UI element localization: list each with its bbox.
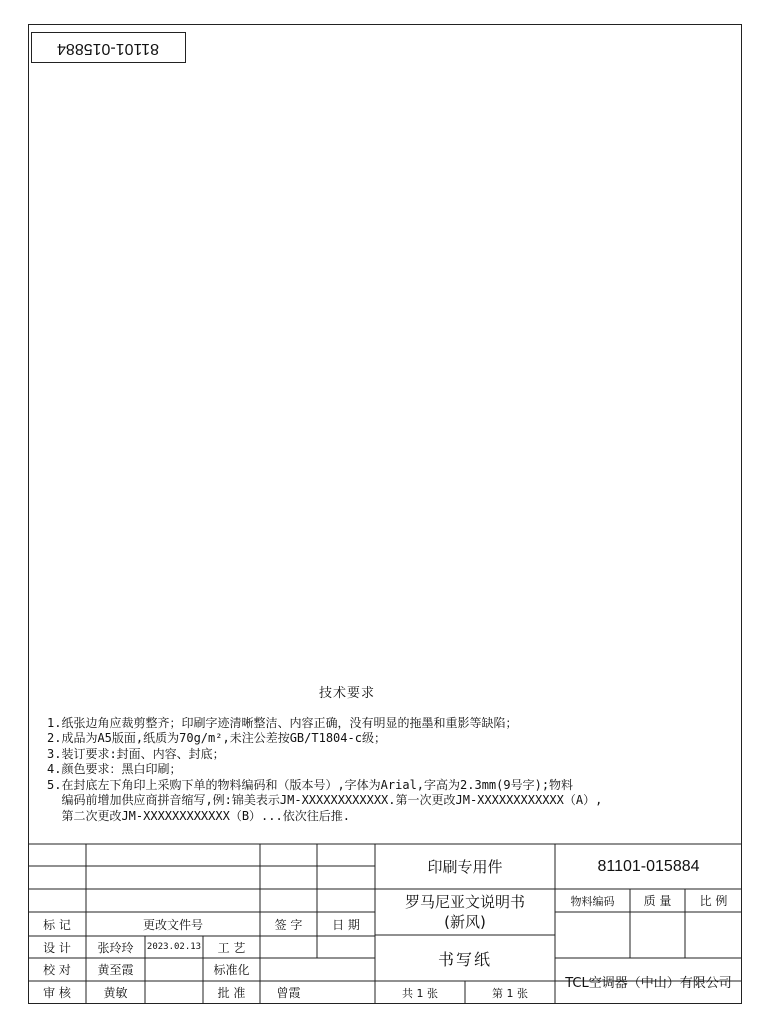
design-label: 设 计 <box>43 940 71 955</box>
approver-name: 曾霞 <box>276 986 301 1000</box>
sign-label: 签 字 <box>274 917 303 932</box>
paper-type: 书写纸 <box>437 949 492 969</box>
date-label: 日 期 <box>332 917 360 932</box>
craft-label: 工 艺 <box>217 940 246 955</box>
designer-name: 张玲玲 <box>97 940 134 955</box>
design-date: 2023.02.13 <box>146 942 202 952</box>
doc-name-line2: (新风) <box>444 913 486 931</box>
doc-name-line1: 罗马尼亚文说明书 <box>404 893 525 911</box>
tech-line-3: 3.装订要求:封面、内容、封底； <box>47 746 225 761</box>
reviewer-name: 黄敏 <box>103 986 128 1000</box>
scale-label: 比 例 <box>699 894 728 908</box>
rotated-code-box <box>31 32 186 63</box>
doc-name <box>375 889 555 935</box>
change-doc-label: 更改文件号 <box>142 917 203 932</box>
tech-line-5: 5.在封底左下角印上采购下单的物料编码和（版本号）,字体为Arial,字高为2.3mm(9号字);物料 <box>47 777 574 792</box>
technical-requirements <box>47 686 727 824</box>
rotated-doc-code: 81101-015884 <box>57 39 160 57</box>
total-sheets: 共 1 张 <box>402 986 438 1000</box>
material-code-label: 物料编码 <box>570 894 615 908</box>
tech-line-1: 1.纸张边角应裁剪整齐；印刷字迹清晰整洁、内容正确，没有明显的拖墨和重影等缺陷； <box>47 715 518 730</box>
material-code-value: 81101-015884 <box>597 857 700 875</box>
company-name: TCL空调器（中山）有限公司 <box>565 975 732 991</box>
mass-label: 质 量 <box>643 894 672 908</box>
check-label: 校 对 <box>43 963 71 977</box>
checker-name: 黄至霞 <box>97 963 134 977</box>
approve-label: 批 准 <box>217 986 246 1000</box>
standard-label: 标准化 <box>213 963 250 977</box>
tech-line-7: 第二次更改JM-XXXXXXXXXXXX（B）...依次往后推. <box>47 808 350 823</box>
sheet-number: 第 1 张 <box>492 986 528 1000</box>
tech-requirements-title: 技术要求 <box>318 686 375 701</box>
tech-line-4: 4.颜色要求：黑白印刷； <box>47 762 182 776</box>
tech-line-2: 2.成品为A5版面,纸质为70g/m²,未注公差按GB/T1804-c级； <box>47 731 386 745</box>
mark-label: 标 记 <box>43 917 71 932</box>
print-part-label: 印刷专用件 <box>427 858 503 876</box>
tech-line-6: 编码前增加供应商拼音缩写,例:锦美表示JM-XXXXXXXXXXXX.第一次更改JM-XXXXXXXXXXXX（A）, <box>47 793 603 807</box>
review-label: 审 核 <box>43 986 71 1000</box>
